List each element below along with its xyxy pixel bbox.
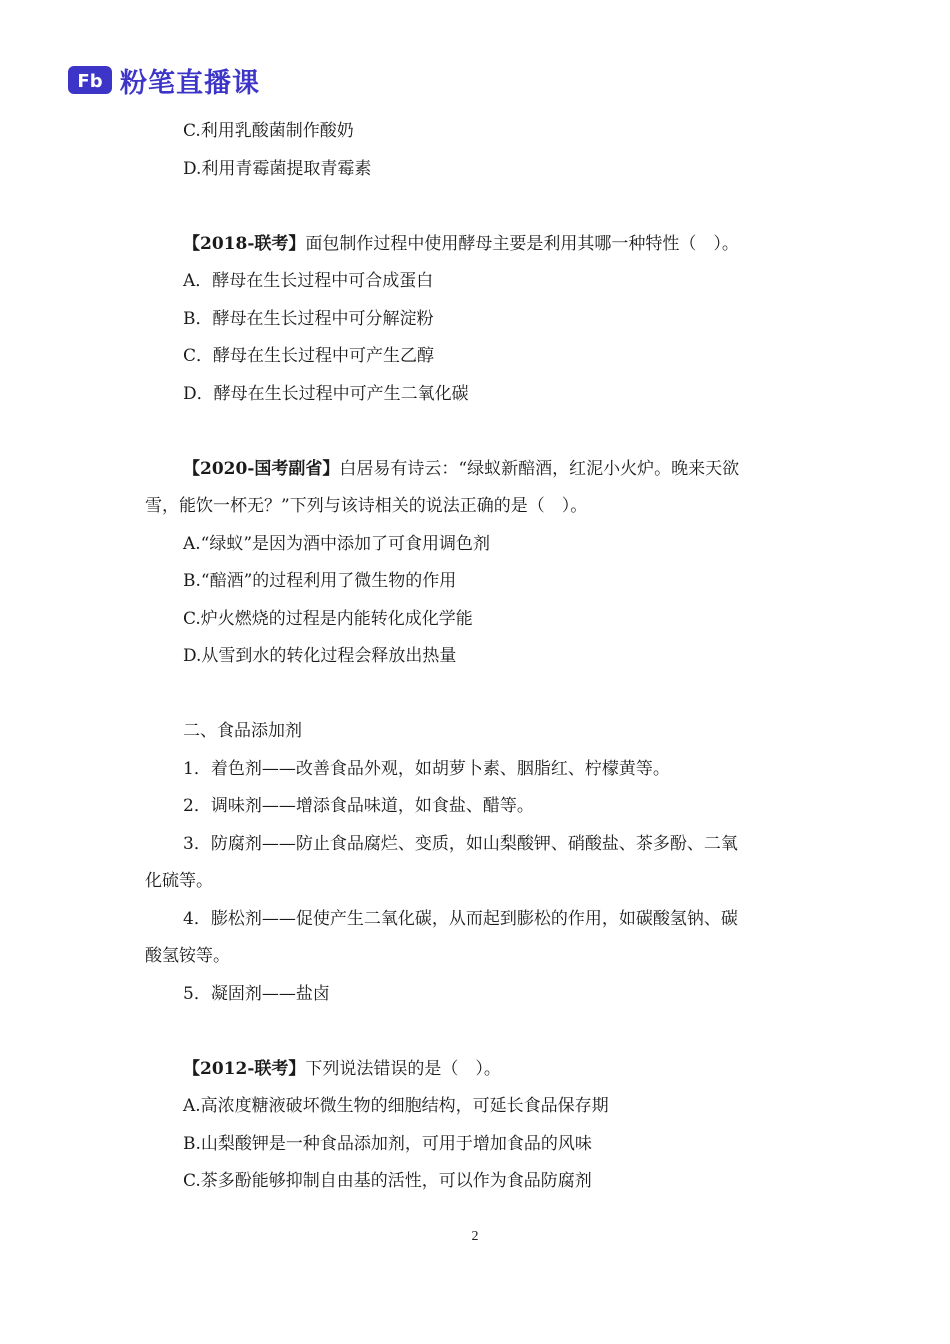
option-b: B.山梨酸钾是一种食品添加剂，可用于增加食品的风味	[183, 1133, 592, 1154]
option-a: A．酵母在生长过程中可合成蛋白	[183, 271, 434, 291]
question-stem: 下列说法错误的是（ ）。	[305, 1058, 501, 1079]
question-2018	[145, 226, 810, 264]
question-stem-line2: 雪，能饮一杯无？”下列与该诗相关的说法正确的是（ ）。	[145, 496, 588, 516]
question-2020	[145, 451, 810, 489]
option-c: C.利用乳酸菌制作酸奶	[183, 121, 354, 141]
option-c: C．酵母在生长过程中可产生乙醇	[183, 346, 435, 366]
question-tag: 【2012-联考】	[183, 1058, 306, 1079]
section-title: 二、食品添加剂	[183, 721, 302, 741]
fenbi-logo-icon	[68, 66, 112, 94]
list-item-line1: 4．膨松剂——促使产生二氧化碳，从而起到膨松的作用，如碳酸氢钠、碳	[183, 908, 738, 929]
list-item-line2: 酸氢铵等。	[145, 946, 230, 966]
option-a: A.高浓度糖液破坏微生物的细胞结构，可延长食品保存期	[183, 1096, 609, 1116]
question-tag: 【2020-国考副省】	[183, 458, 340, 479]
option-b: B．酵母在生长过程中可分解淀粉	[183, 308, 434, 329]
question-stem: 面包制作过程中使用酵母主要是利用其哪一种特性（ ）。	[305, 233, 739, 254]
list-item: 2．调味剂——增添食品味道，如食盐、醋等。	[183, 796, 534, 816]
question-2012	[145, 1051, 810, 1089]
list-item: 5．凝固剂——盐卤	[183, 983, 330, 1004]
option-c: C.茶多酚能够抑制自由基的活性，可以作为食品防腐剂	[183, 1171, 592, 1191]
page-number: 2	[471, 1229, 479, 1244]
logo-text: Fb	[77, 71, 103, 92]
option-d: D.利用青霉菌提取青霉素	[183, 158, 372, 179]
option-d: D.从雪到水的转化过程会释放出热量	[183, 646, 457, 666]
option-c: C.炉火燃烧的过程是内能转化成化学能	[183, 608, 473, 629]
option-a: A.“绿蚁”是因为酒中添加了可食用调色剂	[183, 533, 491, 554]
header	[68, 62, 260, 98]
option-d: D．酵母在生长过程中可产生二氧化碳	[183, 383, 469, 404]
option-b: B.“醅酒”的过程利用了微生物的作用	[183, 571, 457, 591]
list-item-line1: 3．防腐剂——防止食品腐烂、变质，如山梨酸钾、硝酸盐、茶多酚、二氧	[183, 833, 738, 854]
list-item-line2: 化硫等。	[145, 871, 213, 891]
brand-name: 粉笔直播课	[120, 67, 260, 99]
document-body	[145, 113, 810, 1201]
question-stem-line1: 白居易有诗云：“绿蚁新醅酒，红泥小火炉。晚来天欲	[339, 458, 740, 479]
question-tag: 【2018-联考】	[183, 233, 306, 254]
list-item: 1．着色剂——改善食品外观，如胡萝卜素、胭脂红、柠檬黄等。	[183, 758, 670, 779]
